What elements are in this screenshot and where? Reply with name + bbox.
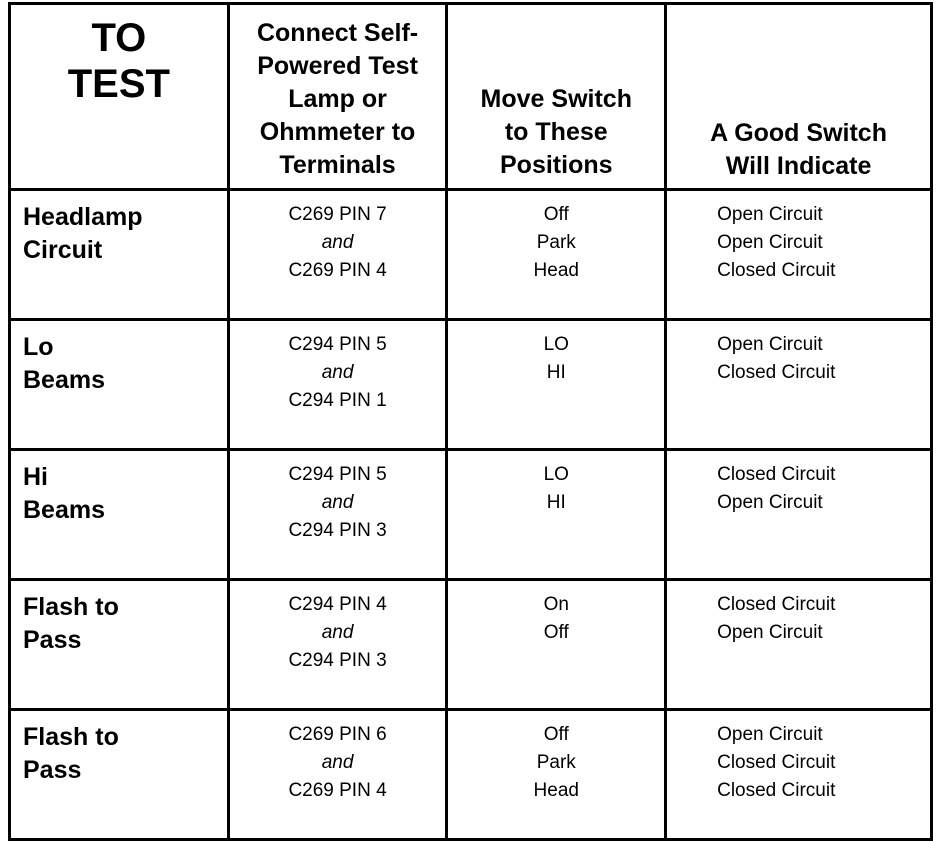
circuit-indication: Open Circuit <box>717 334 823 355</box>
switch-positions-cell <box>447 190 666 320</box>
switch-position: On <box>543 594 569 615</box>
switch-position: Park <box>536 752 576 773</box>
switch-positions-cell <box>447 450 666 580</box>
header-to-test <box>10 4 229 190</box>
test-name: Pass <box>23 626 82 654</box>
test-name-cell <box>10 580 229 710</box>
and-connector: and <box>321 232 354 253</box>
test-name: Hi <box>23 463 48 491</box>
switch-position: HI <box>546 492 566 513</box>
header-move-line: to These <box>504 118 608 146</box>
table-header-row <box>10 4 932 190</box>
switch-positions-cell <box>447 320 666 450</box>
terminal-pin: C294 PIN 5 <box>288 464 387 485</box>
test-name: Circuit <box>23 236 103 264</box>
terminal-pin: C294 PIN 4 <box>288 594 387 615</box>
circuit-indication: Closed Circuit <box>717 594 836 615</box>
header-to-test-line: TEST <box>67 62 170 106</box>
terminal-pin: C269 PIN 7 <box>288 204 387 225</box>
terminal-pin: C294 PIN 3 <box>288 650 387 671</box>
test-name: Pass <box>23 756 82 784</box>
header-move-switch <box>447 4 666 190</box>
terminal-pin: C294 PIN 3 <box>288 520 387 541</box>
header-indicate-line: A Good Switch <box>710 119 887 147</box>
and-connector: and <box>321 362 354 383</box>
test-name: Flash to <box>23 593 119 621</box>
table-row <box>10 320 932 450</box>
terminal-pin: C294 PIN 1 <box>288 390 387 411</box>
test-name: Beams <box>23 496 105 524</box>
terminals-cell <box>228 710 447 840</box>
terminals-cell <box>228 580 447 710</box>
terminal-pin: C294 PIN 5 <box>288 334 387 355</box>
header-connect-terminals <box>228 4 447 190</box>
circuit-indication: Closed Circuit <box>717 362 836 383</box>
header-connect-line: Ohmmeter to <box>259 118 416 146</box>
switch-position: Off <box>543 204 569 225</box>
header-indicate-line: Will Indicate <box>725 152 872 180</box>
test-name-cell <box>10 710 229 840</box>
table-row <box>10 190 932 320</box>
indication-cell <box>666 320 932 450</box>
table-row <box>10 450 932 580</box>
switch-position: Head <box>533 260 579 281</box>
circuit-indication: Open Circuit <box>717 204 823 225</box>
terminal-pin: C269 PIN 4 <box>288 260 387 281</box>
switch-position: Head <box>533 780 579 801</box>
header-move-line: Positions <box>500 151 613 179</box>
test-name-cell <box>10 450 229 580</box>
circuit-indication: Open Circuit <box>717 724 823 745</box>
test-name: Lo <box>23 333 54 361</box>
circuit-indication: Open Circuit <box>717 622 823 643</box>
switch-positions-cell <box>447 710 666 840</box>
test-name: Beams <box>23 366 105 394</box>
circuit-indication: Closed Circuit <box>717 780 836 801</box>
table-row <box>10 580 932 710</box>
terminal-pin: C269 PIN 6 <box>288 724 387 745</box>
terminal-pin: C269 PIN 4 <box>288 780 387 801</box>
and-connector: and <box>321 492 354 513</box>
circuit-indication: Closed Circuit <box>717 260 836 281</box>
header-connect-line: Powered Test <box>257 52 418 80</box>
header-connect-line: Connect Self- <box>256 19 419 47</box>
switch-test-table <box>8 2 933 841</box>
test-name-cell <box>10 190 229 320</box>
switch-position: LO <box>543 334 569 355</box>
circuit-indication: Closed Circuit <box>717 464 836 485</box>
indication-cell <box>666 710 932 840</box>
switch-test-chart <box>8 2 933 836</box>
test-name-cell <box>10 320 229 450</box>
indication-cell <box>666 190 932 320</box>
test-name: Headlamp <box>23 203 143 231</box>
header-good-switch-indicates <box>666 4 932 190</box>
header-connect-line: Lamp or <box>288 85 387 113</box>
header-to-test-line: TO <box>91 16 147 60</box>
switch-position: Park <box>536 232 576 253</box>
terminals-cell <box>228 190 447 320</box>
terminals-cell <box>228 450 447 580</box>
switch-position: Off <box>543 622 569 643</box>
table-row <box>10 710 932 840</box>
circuit-indication: Open Circuit <box>717 492 823 513</box>
test-name: Flash to <box>23 723 119 751</box>
header-connect-line: Terminals <box>279 151 396 179</box>
terminals-cell <box>228 320 447 450</box>
and-connector: and <box>321 622 354 643</box>
and-connector: and <box>321 752 354 773</box>
circuit-indication: Open Circuit <box>717 232 823 253</box>
header-move-line: Move Switch <box>480 85 632 113</box>
switch-position: Off <box>543 724 569 745</box>
indication-cell <box>666 450 932 580</box>
circuit-indication: Closed Circuit <box>717 752 836 773</box>
indication-cell <box>666 580 932 710</box>
switch-positions-cell <box>447 580 666 710</box>
switch-position: LO <box>543 464 569 485</box>
switch-position: HI <box>546 362 566 383</box>
